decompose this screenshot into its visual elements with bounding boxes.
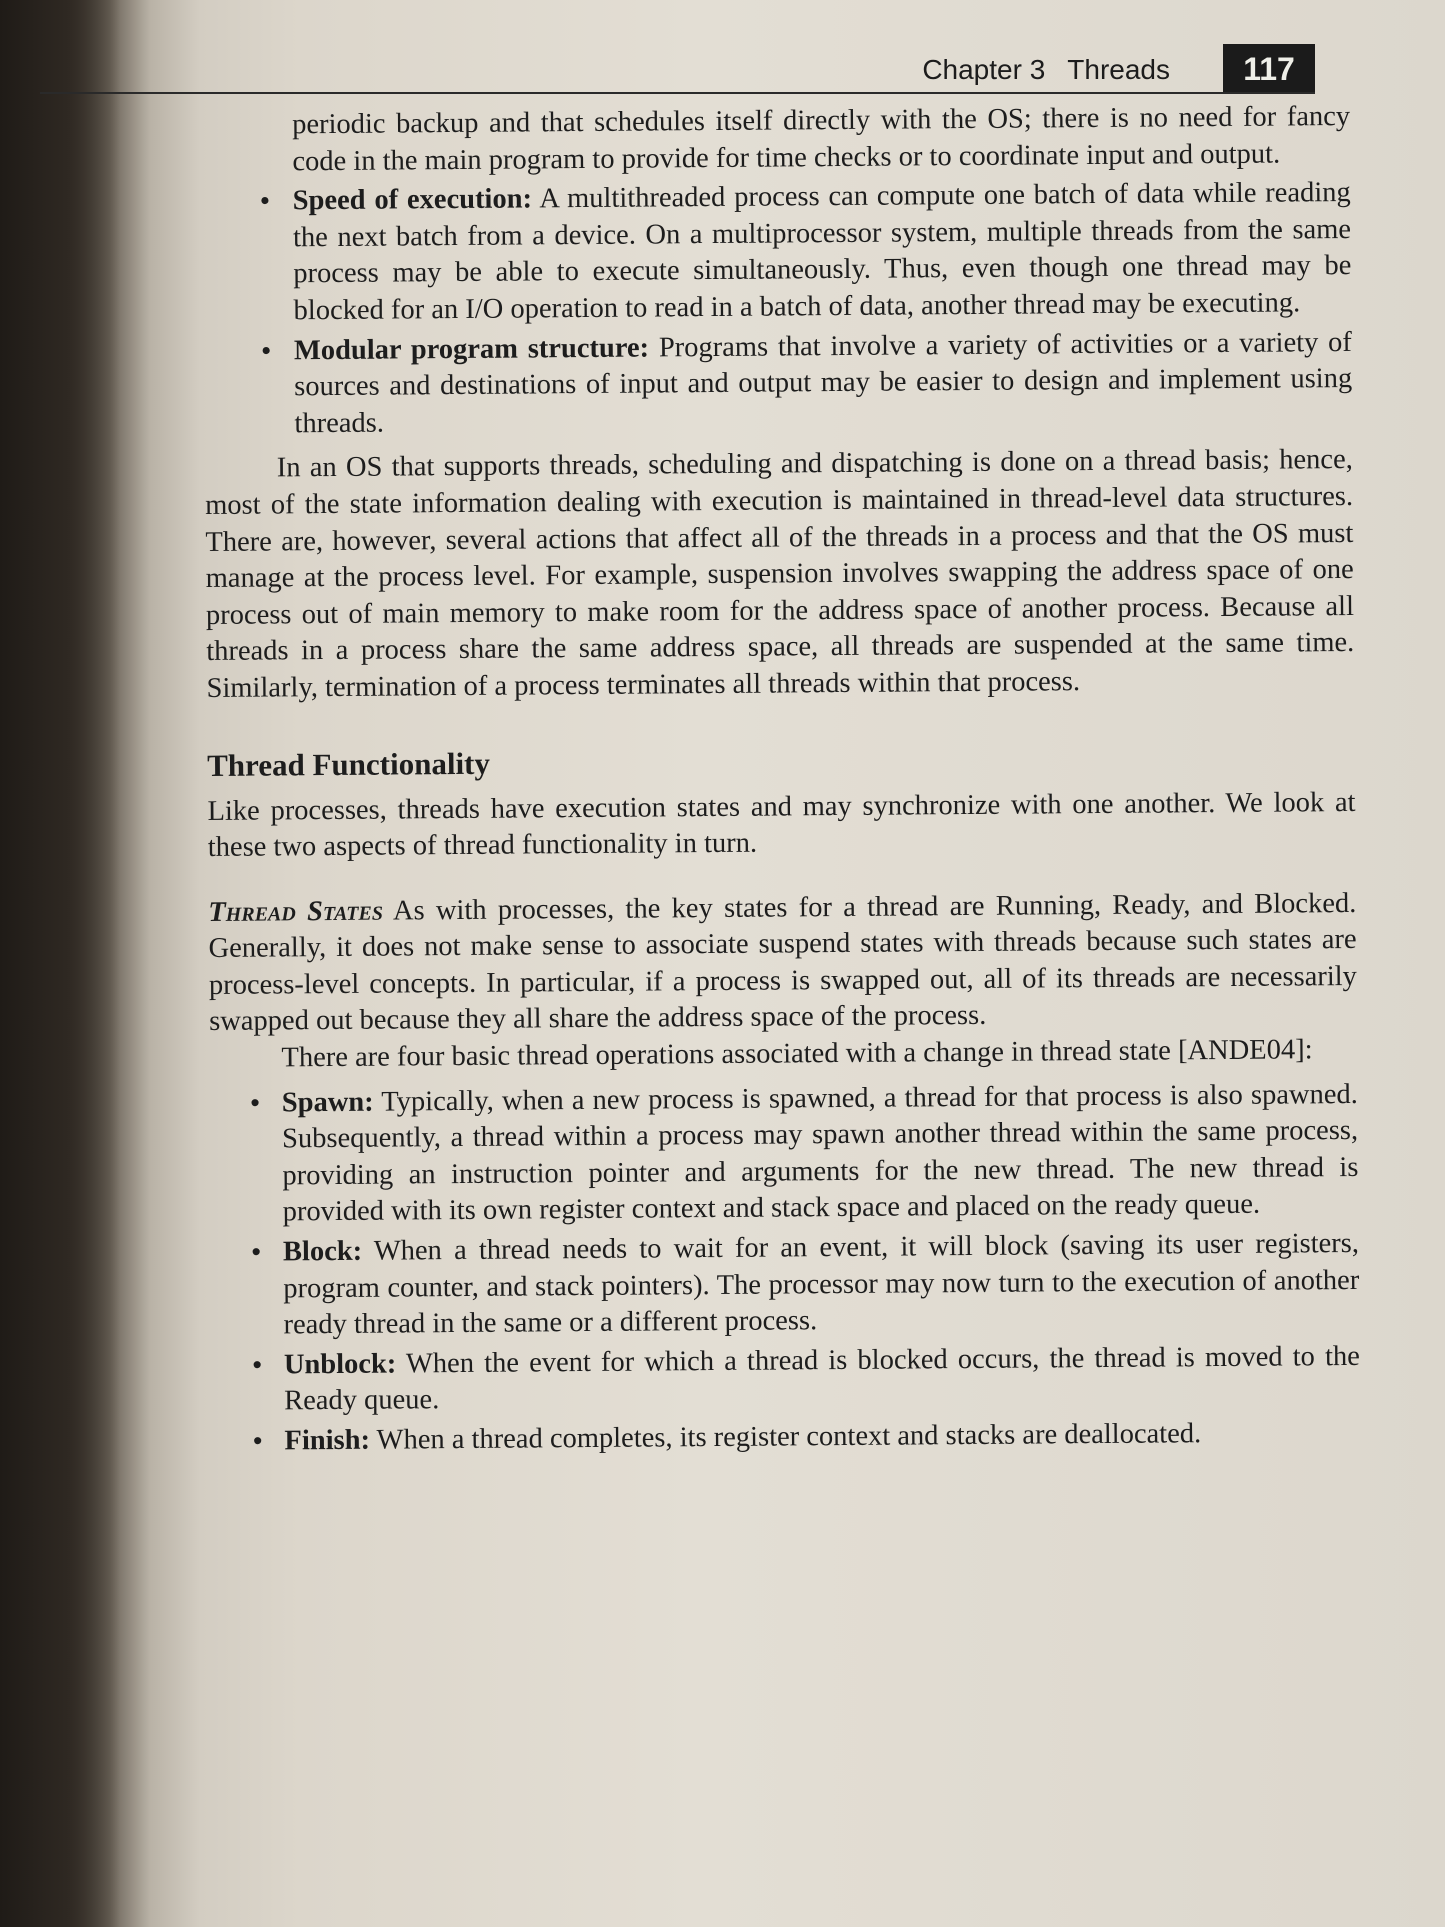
bullet-text: A multithreaded process can compute one batch of data while reading the next batch from a device. On a multiprocessor system, multiple threads from the same process may be able to execute simultaneously. Thus, even though one thread may be blocked for an I/O operation to read in a batch of data, another thread may be executing. bbox=[292, 177, 1352, 327]
list-item bbox=[210, 1077, 1359, 1232]
running-header bbox=[40, 52, 1315, 94]
list-item bbox=[212, 1339, 1361, 1421]
header-chapter: Chapter 3 bbox=[922, 54, 1046, 85]
operation-text: When a thread completes, its register context and stacks are deallocated. bbox=[369, 1418, 1202, 1456]
continued-paragraph: periodic backup and that schedules itself directly with the OS; there is no need for fancy code in the main program to provide for time checks or to coordinate input and output. bbox=[292, 100, 1351, 177]
header-title: Threads bbox=[1067, 54, 1170, 85]
section-intro: Like processes, threads have execution states and may synchronize with one another. We look at these two aspects of thread functionality in turn. bbox=[207, 786, 1356, 864]
operation-term: Block: bbox=[282, 1235, 363, 1268]
section-heading: Thread Functionality bbox=[207, 745, 491, 783]
operation-text: When a thread needs to wait for an event, it will block (saving its user registers, program counter, and stack pointers). The processor may now turn to the execution of another ready thread in the same or a different process. bbox=[283, 1227, 1360, 1341]
operation-text: When the event for which a thread is blocked occurs, the thread is moved to the Ready queue. bbox=[284, 1340, 1360, 1417]
list-item bbox=[203, 175, 1352, 330]
header-text bbox=[922, 52, 1170, 88]
bullet-term: Modular program structure: bbox=[293, 332, 650, 366]
os-paragraph: In an OS that supports threads, scheduling and dispatching is done on a thread basis; hence, most of the state information dealing with execution is maintained in thread-level data structures. There are, however, several actions that affect all of the threads in a process and that the OS must manage at the process level. For example, suspension involves swapping the address space of one process out of main memory to make room for the address space of another process. Because all threads in a process share the same address space, all threads are suspended at the same time. Similarly, termination of a process terminates all threads within that process. bbox=[204, 444, 1355, 704]
operation-text: Typically, when a new process is spawned, a thread for that process is also spawned. Subsequently, a thread within a process may spawn another thread within the same process, providing an instruction pointer and arguments for the new thread. The new thread is provided with its own register context and stack space and placed on the ready queue. bbox=[281, 1078, 1359, 1228]
list-item bbox=[211, 1226, 1360, 1345]
thread-states-paragraph bbox=[208, 886, 1357, 1041]
operation-term: Spawn: bbox=[281, 1086, 374, 1119]
bullet-list-benefits bbox=[203, 175, 1353, 443]
operation-term: Finish: bbox=[284, 1424, 371, 1457]
thread-states-text: As with processes, the key states for a thread are Running, Ready, and Blocked. Generally, it does not make sense to associate suspend states with threads because such states are process-level concepts. In particular, if a process is swapped out, all of its threads are necessarily swapped out because they all share the address space of the process. bbox=[208, 887, 1357, 1038]
page-body bbox=[202, 99, 1361, 1461]
operation-term: Unblock: bbox=[283, 1348, 397, 1381]
bullet-term: Speed of execution: bbox=[292, 183, 533, 217]
page-number: 117 bbox=[1223, 44, 1315, 92]
runin-heading: Thread States bbox=[208, 895, 384, 928]
bullet-text: Programs that involve a variety of activities or a variety of sources and destinations of input and output may be easier to design and implement using threads. bbox=[294, 326, 1353, 440]
book-spine-shadow bbox=[0, 0, 120, 1927]
operations-intro: There are four basic thread operations associated with a change in thread state [ANDE04]: bbox=[281, 1034, 1313, 1074]
bullet-list-operations bbox=[210, 1077, 1361, 1461]
list-item bbox=[204, 325, 1353, 444]
list-item bbox=[212, 1415, 1360, 1461]
